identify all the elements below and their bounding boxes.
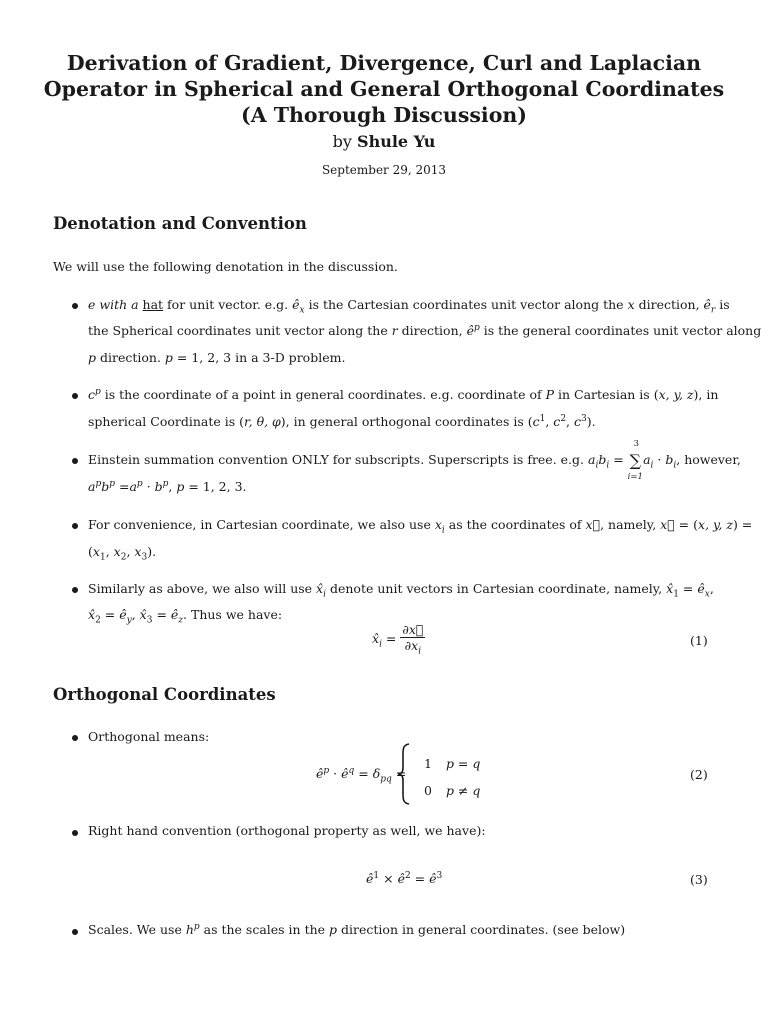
- bullet-dot: [72, 393, 78, 399]
- hat-word: hat: [142, 297, 164, 312]
- title-line-2: Operator in Spherical and General Orthogonal Coordinates: [43, 77, 725, 101]
- equation-2-lhs: $ê^p$ · $ê^q = \delta_{pq}$ =: [316, 766, 407, 785]
- bullet-1-line-3: p direction. p = 1, 2, 3 in a 3-D problem.: [88, 350, 346, 365]
- bullet-dot: [72, 587, 78, 593]
- left-brace: [397, 743, 411, 805]
- paper-title: [40, 50, 728, 128]
- equation-number-1: (1): [690, 633, 708, 648]
- bullet-dot: [72, 523, 78, 529]
- publication-date: September 29, 2013: [321, 163, 447, 177]
- bullet-5-line-1: Similarly as above, we also will use $x̂_i$ denote unit vectors in Cartesian coordinate, namely, $x̂_1$ = $ê_x$,: [88, 581, 714, 600]
- bullet-dot: [72, 830, 78, 836]
- bullet-3-line-2: $a^pb^p =a^p \cdot b^p$, p = 1, 2, 3.: [88, 479, 247, 495]
- author-prefix: by: [332, 132, 352, 151]
- equation-3: $ê^1$ × $ê^2$ = $ê^3$: [366, 871, 443, 887]
- bullet-5-line-2: $x̂_2$ = $ê_y$, $x̂_3$ = $ê_z$. Thus we have:: [88, 607, 283, 626]
- equation-1: $x̂_i$ = $\frac{\partial x⃗}{\partial x_i}$: [372, 622, 424, 657]
- author-line: [0, 132, 768, 151]
- bullet-2-line-2: spherical Coordinate is (r, θ, φ), in general orthogonal coordinates is ($c^1$, $c^2$, $c^3$).: [88, 414, 596, 430]
- bullet-4-line-1: For convenience, in Cartesian coordinate, we also use $x_i$ as the coordinates of x⃗, namely, x⃗ = (x, y, z) =: [88, 517, 753, 536]
- ortho-bullet-1: Orthogonal means:: [88, 729, 210, 744]
- equation-number-3: (3): [690, 872, 708, 887]
- bullet-3-line-1: Einstein summation convention ONLY for subscripts. Superscripts is free. e.g. $a_ib_i$ = 3 ∑ i=1 $a_i \cdot b_i$, however,: [88, 439, 741, 482]
- section-heading-orthogonal: Orthogonal Coordinates: [53, 685, 276, 704]
- bullet-dot: [72, 458, 78, 464]
- ortho-bullet-3: Scales. We use $h^p$ as the scales in the p direction in general coordinates. (see below): [88, 922, 626, 938]
- bullet-1-line-2: the Spherical coordinates unit vector along the r direction, $ê^p$ is the general coordinates unit vector along: [88, 323, 762, 339]
- fraction: $\frac{\partial x⃗}{\partial x_i}$: [402, 622, 424, 657]
- author-name: Shule Yu: [357, 132, 436, 151]
- ortho-bullet-2: Right hand convention (orthogonal property as well, we have):: [88, 823, 486, 838]
- bullet-1-line-1: e with a hat for unit vector. e.g. $ê_x$ is the Cartesian coordinates unit vector along the x direction, $ê_r$ is: [88, 297, 730, 316]
- title-line-1: Derivation of Gradient, Divergence, Curl and Laplacian: [66, 51, 702, 75]
- section-heading-denotation: Denotation and Convention: [53, 214, 307, 233]
- equation-2-case-1: 1 p = q: [424, 756, 481, 771]
- equation-2-case-2: 0 p ≠ q: [424, 783, 481, 798]
- summation-symbol: 3 ∑ i=1: [627, 439, 643, 482]
- equation-number-2: (2): [690, 767, 708, 782]
- bullet-2-line-1: $c^p$ is the coordinate of a point in general coordinates. e.g. coordinate of P in Cartesian is (x, y, z), in: [88, 387, 719, 403]
- bullet-dot: [72, 929, 78, 935]
- bullet-dot: [72, 735, 78, 741]
- bullet-dot: [72, 303, 78, 309]
- bullet-4-line-2: ($x_1$, $x_2$, $x_3$).: [88, 544, 157, 563]
- title-line-3: (A Thorough Discussion): [241, 103, 527, 127]
- intro-text: We will use the following denotation in the discussion.: [53, 259, 398, 274]
